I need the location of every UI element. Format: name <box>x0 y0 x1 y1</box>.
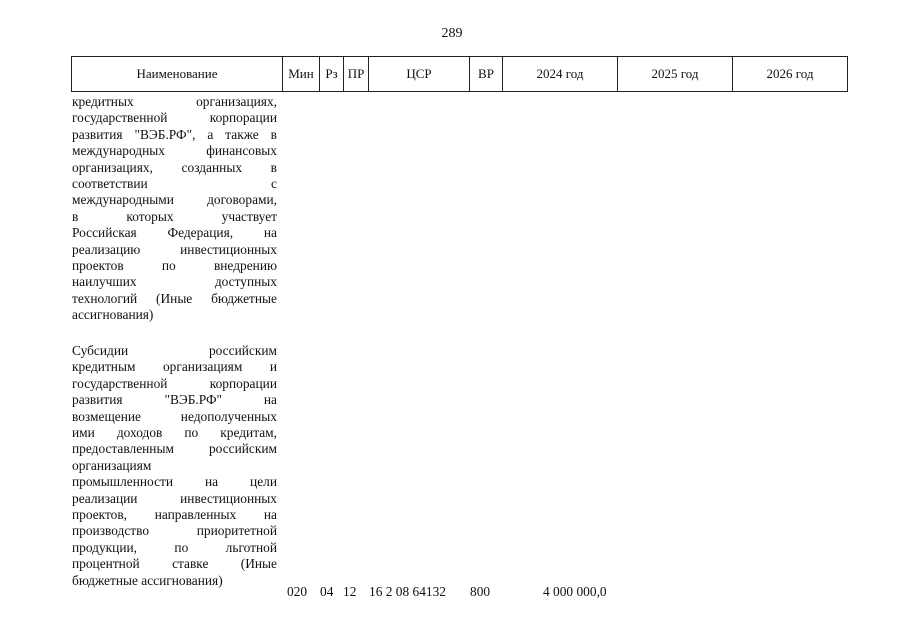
row-1-name-line: наилучших доступных <box>72 274 277 290</box>
row-1-name-line: международными договорами, <box>72 192 277 208</box>
col-header-min: Мин <box>283 57 320 92</box>
row-1-name-line: развития "ВЭБ.РФ", а также в <box>72 126 277 142</box>
row-2-name-line: продукции, по льготной <box>72 539 277 555</box>
col-header-2025: 2025 год <box>618 57 733 92</box>
row-2-name <box>72 343 277 589</box>
row-2-name-line: Субсидии российским <box>72 343 277 358</box>
row-1-name-line: организациях, созданных в <box>72 159 277 175</box>
table-header <box>71 56 848 92</box>
row-1-name-line: в которых участвует <box>72 208 277 224</box>
row-1-name-line: международных финансовых <box>72 143 277 159</box>
row-2-name-line: организациям <box>72 457 152 473</box>
row-1-name <box>72 94 277 324</box>
row-2-name-line: промышленности на цели <box>72 474 277 490</box>
col-header-2026: 2026 год <box>733 57 848 92</box>
row-2-name-line: проектов, направленных на <box>72 507 277 523</box>
row-2-name-line: кредитным организациям и <box>72 359 277 375</box>
row-1-name-line: проектов по внедрению <box>72 258 277 274</box>
row-2-name-line: предоставленным российским <box>72 441 277 457</box>
col-header-name: Наименование <box>72 57 283 92</box>
row-1-name-line: ассигнования) <box>72 307 154 323</box>
col-header-pr: ПР <box>344 57 369 92</box>
row-2-name-line: бюджетные ассигнования) <box>72 572 223 588</box>
row-2-name-line: производство приоритетной <box>72 523 277 539</box>
col-header-rz: Рз <box>320 57 344 92</box>
row-1-name-line: соответствии с <box>72 176 277 192</box>
col-header-2024: 2024 год <box>503 57 618 92</box>
row-1-name-line: государственной корпорации <box>72 110 277 126</box>
row-2-csr: 16 2 08 64132 <box>369 584 446 599</box>
row-1-name-line: технологий (Иные бюджетные <box>72 290 277 306</box>
row-2-name-line: государственной корпорации <box>72 375 277 391</box>
row-1-name-line: кредитных организациях, <box>72 94 277 109</box>
row-1-name-line: Российская Федерация, на <box>72 225 277 241</box>
page-number: 289 <box>441 26 463 41</box>
col-header-vr: ВР <box>470 57 503 92</box>
row-2-name-line: возмещение недополученных <box>72 408 277 424</box>
row-2-name-line: процентной ставке (Иные <box>72 556 277 572</box>
row-2-min: 020 <box>287 584 308 599</box>
row-2-rz: 04 <box>320 584 334 599</box>
row-2-pr: 12 <box>343 584 357 599</box>
row-2-2024: 4 000 000,0 <box>543 584 607 599</box>
row-2-name-line: реализации инвестиционных <box>72 490 277 506</box>
row-2-name-line: ими доходов по кредитам, <box>72 425 277 441</box>
row-2-vr: 800 <box>470 584 491 599</box>
row-1-name-line: реализацию инвестиционных <box>72 241 277 257</box>
row-2-name-line: развития "ВЭБ.РФ" на <box>72 392 277 408</box>
col-header-csr: ЦСР <box>369 57 470 92</box>
